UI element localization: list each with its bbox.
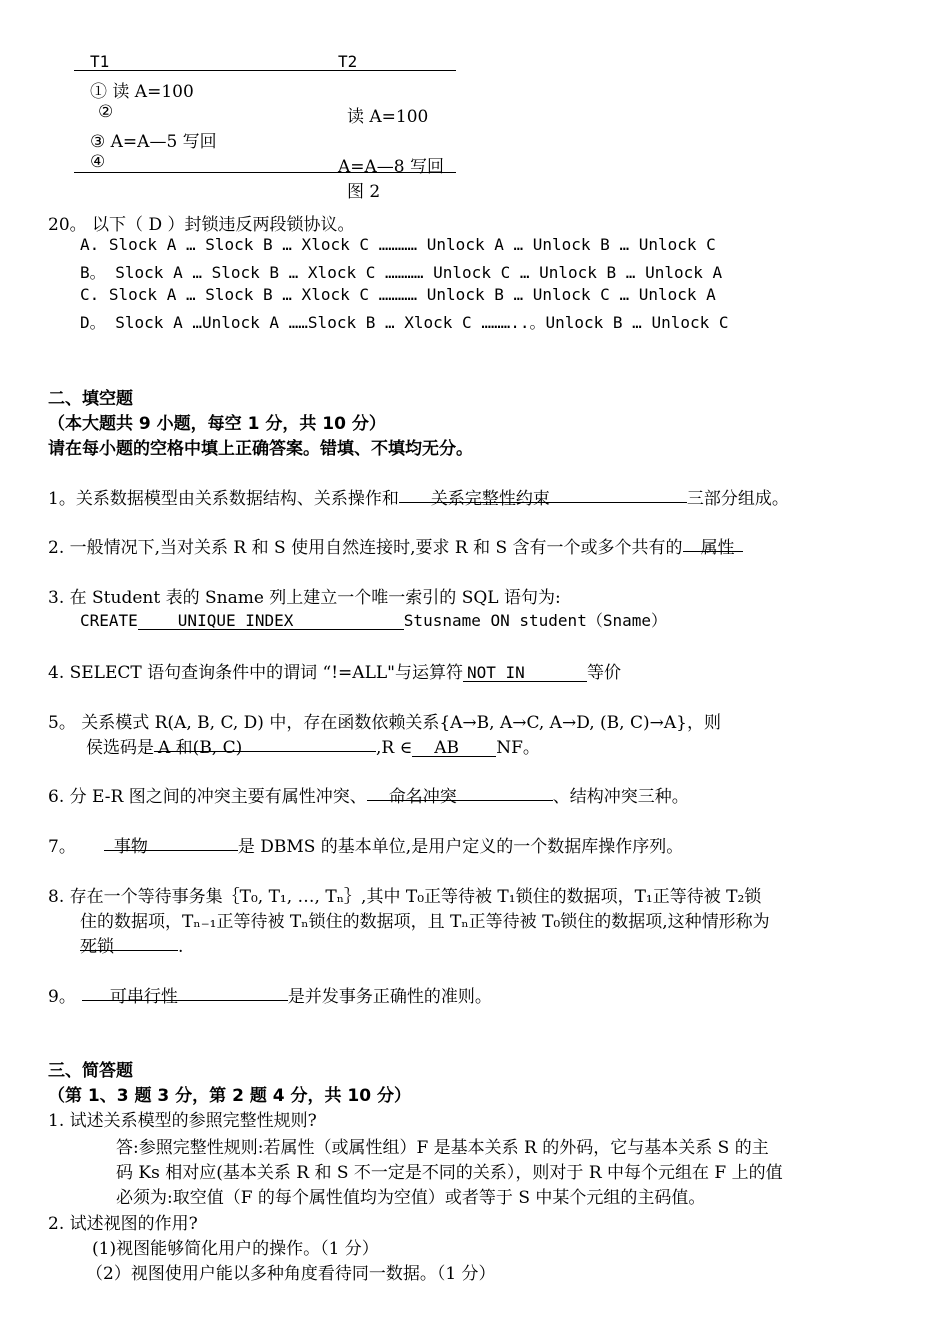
table-row-2-t1: ② [98, 102, 114, 122]
option-a: A. Slock A … Slock B … Xlock C ………… Unlock A … Unlock B … Unlock C [80, 235, 716, 254]
fill-question-4 [48, 658, 621, 683]
short-q1-stem: 1. 试述关系模型的参照完整性规则? [48, 1111, 317, 1131]
fill-question-7 [48, 832, 683, 857]
fill-q4-text: 4. SELECT 语句查询条件中的谓词 “!=ALL"与运算符 [48, 663, 463, 683]
short-q2-answer-line1: (1)视图能够简化用户的操作。（1 分） [92, 1239, 379, 1259]
fill-q9-text: 9。 [48, 987, 76, 1007]
fill-q5-text: 侯选码是 [86, 738, 154, 758]
table-rule-bottom [74, 172, 456, 173]
fill-q1-answer: 关系完整性约束 [399, 484, 687, 503]
fill-q9-answer: 可串行性 [82, 982, 288, 1001]
fill-q6-answer: 命名冲突 [367, 782, 553, 801]
fill-q2-answer: 属性 [683, 533, 743, 552]
fill-question-6 [48, 782, 689, 807]
fill-q1-suffix: 三部分组成。 [686, 489, 789, 509]
option-c: C. Slock A … Slock B … Xlock C ………… Unlock B … Unlock C … Unlock A [80, 285, 716, 304]
short-q2-answer-line2: （2）视图使用户能以多种角度看待同一数据。（1 分） [86, 1264, 496, 1284]
section-2-subtitle: （本大题共 9 小题，每空 1 分，共 10 分） [48, 414, 386, 434]
section-3-subtitle: （第 1、3 题 3 分，第 2 题 4 分，共 10 分） [48, 1086, 411, 1106]
table-row-2-t2: 读 A=100 [347, 107, 429, 127]
table-row-3-t1: ③ A=A—5 写回 [90, 132, 217, 152]
fill-q8-suffix: . [178, 937, 184, 957]
short-q1-answer-line1: 答:参照完整性规则:若属性（或属性组）F 是基本关系 R 的外码，它与基本关系 S 的主 [116, 1138, 769, 1158]
fill-q4-suffix: 等价 [586, 663, 621, 683]
fill-q9-suffix: 是并发事务正确性的准则。 [287, 987, 492, 1007]
option-b: B。 Slock A … Slock B … Xlock C ………… Unlock C … Unlock B … Unlock A [80, 263, 723, 282]
fill-q5-mid: ,R ∈ [376, 738, 413, 758]
section-2-instruction: 请在每小题的空格中填上正确答案。错填、不填均无分。 [48, 439, 473, 459]
fill-q7-text: 7。 [48, 837, 76, 857]
fill-q5-suffix: NF。 [496, 738, 540, 758]
question-20-stem: 20。 以下（ D ）封锁违反两段锁协议。 [48, 215, 355, 235]
fill-question-1 [48, 484, 789, 509]
fill-question-9 [48, 982, 492, 1007]
table-row-4-t2: A=A—8 写回 [338, 157, 445, 177]
fill-q3-suffix: Stusname ON student（Sname） [403, 611, 667, 630]
col-t2-header: T2 [338, 52, 358, 71]
fill-q3-answer: UNIQUE INDEX [138, 611, 404, 630]
table-row-4-t1: ④ [90, 152, 106, 172]
fill-q5-line1: 5。 关系模式 R(A, B, C, D) 中，存在函数依赖关系{A→B, A→C, A→D, (B, C)→A}，则 [48, 713, 721, 733]
fill-question-5 [86, 733, 540, 758]
fill-q6-suffix: 、结构冲突三种。 [552, 787, 689, 807]
short-q2-stem: 2. 试述视图的作用? [48, 1214, 198, 1234]
table-rule-top [74, 70, 456, 71]
fill-q3-text: CREATE [80, 611, 138, 630]
fill-q3-line1: 3. 在 Student 表的 Sname 列上建立一个唯一索引的 SQL 语句为: [48, 588, 561, 608]
fill-q8-line1: 8. 存在一个等待事务集｛T₀, T₁, …, Tₙ｝,其中 T₀正等待被 T₁锁住的数据项，T₁正等待被 T₂锁 [48, 887, 762, 907]
fill-q7-suffix: 是 DBMS 的基本单位,是用户定义的一个数据库操作序列。 [237, 837, 684, 857]
fill-q2-text: 2. 一般情况下,当对关系 R 和 S 使用自然连接时,要求 R 和 S 含有一个或多个共有的 [48, 538, 683, 558]
figure-caption: 图 2 [347, 182, 381, 202]
fill-q5-answer-2: AB [412, 738, 496, 757]
short-q1-answer-line2: 码 Ks 相对应(基本关系 R 和 S 不一定是不同的关系），则对于 R 中每个元组在 F 上的值 [116, 1163, 783, 1183]
fill-q8-answer: 死锁 [80, 932, 178, 951]
section-3-title: 三、简答题 [48, 1061, 133, 1081]
fill-q6-text: 6. 分 E-R 图之间的冲突主要有属性冲突、 [48, 787, 367, 807]
col-t1-header: T1 [90, 52, 110, 71]
option-d: D。 Slock A …Unlock A ……Slock B … Xlock C ………..。Unlock B … Unlock C [80, 313, 729, 332]
table-row-1-t1: ① 读 A=100 [90, 82, 194, 102]
fill-q5-answer-1: A 和(B, C) [154, 733, 376, 752]
fill-q1-text: 1。关系数据模型由关系数据结构、关系操作和 [48, 489, 399, 509]
short-q1-answer-line3: 必须为:取空值（F 的每个属性值均为空值）或者等于 S 中某个元组的主码值。 [116, 1188, 706, 1208]
fill-question-8 [80, 932, 183, 957]
section-2-title: 二、填空题 [48, 389, 133, 409]
fill-question-2 [48, 533, 743, 558]
fill-q4-answer: NOT IN [463, 663, 587, 682]
fill-q7-answer: 事物 [104, 832, 238, 851]
fill-question-3 [80, 608, 667, 631]
fill-q8-line2: 住的数据项，Tₙ₋₁正等待被 Tₙ锁住的数据项，且 Tₙ正等待被 T₀锁住的数据项,这种情形称为 [80, 912, 770, 932]
